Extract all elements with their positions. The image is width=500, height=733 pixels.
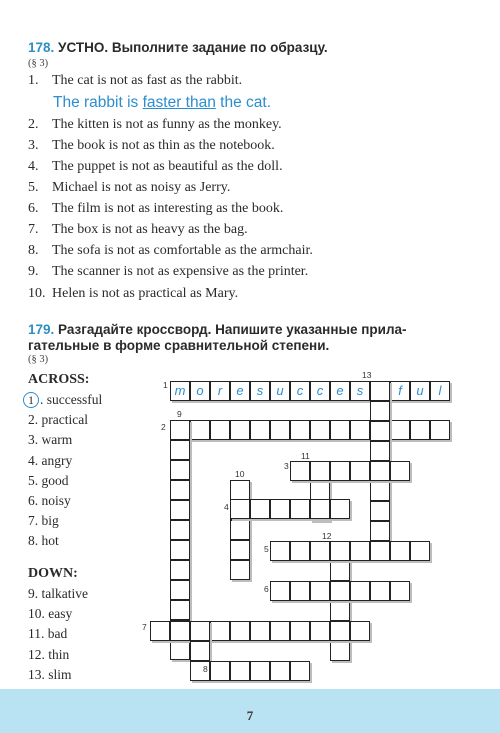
- crossword-cell: [230, 420, 250, 440]
- item-text: The book is not as thin as the notebook.: [52, 138, 275, 153]
- crossword-cell: [330, 461, 350, 481]
- crossword-cell: [370, 441, 390, 461]
- crossword-cell: [310, 481, 330, 501]
- crossword-cell: [190, 621, 210, 641]
- crossword-cell: [350, 420, 370, 440]
- crossword-cell: [170, 500, 190, 520]
- crossword-letter-cell: u: [270, 381, 290, 401]
- across-clue: [28, 430, 102, 450]
- clue-word: noisy: [41, 492, 71, 508]
- crossword-cell: [170, 520, 190, 540]
- crossword-cell: [170, 420, 190, 440]
- crossword-cell: [230, 661, 250, 681]
- crossword-cell: [330, 581, 350, 601]
- crossword-letter-cell: c: [290, 381, 310, 401]
- clue-number: 7.: [28, 513, 39, 529]
- exercise-178-title: УСТНО. Выполните задание по образцу.: [58, 40, 328, 55]
- crossword-cell: [230, 621, 250, 641]
- clue-number: 2.: [28, 412, 39, 428]
- crossword-cell: [270, 621, 290, 641]
- clue-number: 10.: [28, 606, 45, 622]
- crossword-cell: [370, 401, 390, 421]
- crossword-letter-cell: o: [190, 381, 210, 401]
- item-text: The scanner is not as expensive as the printer.: [52, 264, 309, 279]
- down-clues: [28, 566, 88, 685]
- clue-word: slim: [48, 666, 72, 682]
- crossword-cell: [290, 621, 310, 641]
- crossword-cell: [170, 560, 190, 580]
- clue-word: warm: [41, 432, 73, 448]
- clue-word: hot: [41, 533, 59, 549]
- crossword-cell: [390, 461, 410, 481]
- crossword-letter-cell: f: [390, 381, 410, 401]
- crossword-cell: [210, 661, 230, 681]
- crossword-cell: [350, 621, 370, 641]
- clue-number: 3.: [28, 432, 39, 448]
- across-clue: 1 . successful: [28, 390, 102, 410]
- exercise-178-item: [28, 201, 283, 217]
- crossword-cell: [390, 581, 410, 601]
- crossword-cell: [170, 640, 190, 660]
- crossword-cell: [330, 601, 350, 621]
- crossword-cell: [350, 541, 370, 561]
- answer-underlined: faster than: [142, 94, 216, 111]
- across-clue: [28, 491, 102, 511]
- exercise-178-answer: [53, 94, 271, 112]
- item-text: The sofa is not as comfortable as the armchair.: [52, 243, 313, 258]
- exercise-178-item: [28, 138, 275, 154]
- crossword-cell: [290, 499, 310, 519]
- crossword-cell: [330, 541, 350, 561]
- crossword-cell: [290, 541, 310, 561]
- exercise-178-item: [28, 286, 238, 302]
- crossword-letter-cell: c: [310, 381, 330, 401]
- clue-word: angry: [41, 452, 73, 468]
- crossword-cell: [330, 621, 350, 641]
- clue-number-circled: 1: [23, 392, 39, 408]
- crossword-cell: [390, 541, 410, 561]
- exercise-179-number: 179.: [28, 322, 55, 337]
- crossword-cell: [150, 621, 170, 641]
- clue-word: talkative: [41, 586, 88, 601]
- crossword-number: 3: [284, 461, 289, 471]
- crossword-cell: [250, 621, 270, 641]
- item-number: 9.: [28, 264, 39, 279]
- clue-word: successful: [46, 392, 103, 407]
- crossword-cell: [170, 580, 190, 600]
- crossword-number: 10: [235, 469, 245, 479]
- exercise-178-item: [28, 117, 282, 133]
- item-number: 4.: [28, 159, 39, 174]
- crossword-cell: [250, 499, 270, 519]
- item-number: 10.: [28, 286, 46, 301]
- exercise-179-ref: (§ 3): [28, 354, 49, 365]
- crossword-cell: [410, 541, 430, 561]
- down-clue: [28, 584, 88, 604]
- crossword-cell: [310, 420, 330, 440]
- exercise-178-item: [28, 180, 230, 196]
- crossword-number: 11: [301, 451, 310, 461]
- crossword-cell: [370, 481, 390, 501]
- clue-number: 6.: [28, 492, 39, 508]
- crossword-cell: [410, 420, 430, 440]
- exercise-178-item: [28, 243, 313, 259]
- item-text: Helen is not as practical as Mary.: [52, 286, 239, 301]
- exercise-178-item: [28, 264, 308, 280]
- crossword-cell: [230, 540, 250, 560]
- crossword-cell: [170, 440, 190, 460]
- crossword-cell: [370, 541, 390, 561]
- across-clue: [28, 410, 102, 430]
- crossword-cell: [370, 421, 390, 441]
- item-text: Michael is not as noisy as Jerry.: [52, 180, 231, 195]
- crossword-cell: [270, 499, 290, 519]
- crossword-letter-cell: r: [210, 381, 230, 401]
- crossword-cell: [350, 461, 370, 481]
- crossword-letter-cell: m: [170, 381, 190, 401]
- across-clue: [28, 531, 102, 551]
- crossword-cell: [170, 460, 190, 480]
- clue-number: 11.: [28, 626, 45, 642]
- crossword-number: 7: [142, 622, 147, 632]
- exercise-178-number: 178.: [28, 40, 55, 55]
- crossword-cell: [330, 561, 350, 581]
- crossword-cell: [210, 420, 230, 440]
- crossword-number: 13: [362, 370, 372, 380]
- crossword-cell: [330, 420, 350, 440]
- crossword-cell: [290, 661, 310, 681]
- item-number: 3.: [28, 138, 39, 153]
- crossword-cell: [290, 581, 310, 601]
- clue-word: bad: [47, 626, 68, 642]
- clue-number: 12.: [28, 646, 45, 662]
- crossword-cell: [230, 480, 250, 500]
- item-number: 2.: [28, 117, 39, 132]
- crossword-cell: [190, 641, 210, 661]
- clue-word: easy: [48, 606, 73, 622]
- clue-word: good: [41, 472, 69, 488]
- down-clue: [28, 665, 88, 685]
- crossword-cell: [170, 621, 190, 641]
- exercise-179-title-line1: Разгадайте кроссворд. Напишите указанные прила-: [58, 322, 407, 337]
- crossword-cell: [370, 521, 390, 541]
- item-number: 5.: [28, 180, 39, 195]
- item-text: The film is not as interesting as the book.: [52, 201, 284, 216]
- across-clues: [28, 372, 102, 552]
- exercise-179-heading: [28, 322, 407, 337]
- exercise-178-item: [28, 73, 242, 89]
- clue-word: practical: [41, 412, 88, 428]
- crossword-cell: [210, 621, 230, 641]
- crossword-cell: [350, 581, 370, 601]
- crossword-number: 2: [161, 422, 166, 432]
- crossword-letter-cell: e: [330, 381, 350, 401]
- item-text: The puppet is not as beautiful as the doll.: [52, 159, 283, 174]
- down-heading: DOWN:: [28, 566, 78, 581]
- crossword-letter-cell: e: [230, 381, 250, 401]
- crossword-number: 8: [203, 664, 208, 674]
- crossword-cell: [170, 480, 190, 500]
- crossword-cell: [230, 560, 250, 580]
- crossword-cell: [250, 420, 270, 440]
- crossword-cell: [370, 581, 390, 601]
- crossword-cell: [310, 581, 330, 601]
- across-clue: [28, 471, 102, 491]
- clue-number: 9.: [28, 586, 39, 601]
- crossword-cell: [250, 661, 270, 681]
- crossword-number: 1: [163, 380, 168, 390]
- crossword-number: 6: [264, 584, 269, 594]
- crossword-cell: [290, 420, 310, 440]
- answer-before: The rabbit is: [53, 94, 143, 111]
- clue-number: 8.: [28, 533, 39, 549]
- item-text: The cat is not as fast as the rabbit.: [52, 73, 243, 88]
- crossword-cell: [170, 540, 190, 560]
- crossword-cell: [370, 381, 390, 401]
- crossword-number: 4: [224, 502, 229, 512]
- crossword-cell: [330, 641, 350, 661]
- crossword-cell: [270, 661, 290, 681]
- exercise-178-item: [28, 222, 248, 238]
- crossword-cell: [330, 499, 350, 519]
- clue-word: big: [41, 513, 59, 529]
- crossword-letter-cell: l: [430, 381, 450, 401]
- crossword-letter-cell: s: [250, 381, 270, 401]
- crossword-cell: [390, 420, 410, 440]
- exercise-178-heading: [28, 40, 328, 55]
- crossword-cell: [310, 621, 330, 641]
- exercise-179-title-line2: гательные в форме сравнительной степени.: [28, 338, 330, 353]
- crossword-cell: [270, 581, 290, 601]
- crossword-cell: [270, 541, 290, 561]
- item-number: 1.: [28, 73, 39, 88]
- crossword-cell: [430, 420, 450, 440]
- crossword-cell: [270, 420, 290, 440]
- down-clue: [28, 624, 88, 644]
- crossword-cell: [290, 461, 310, 481]
- clue-number: 4.: [28, 452, 39, 468]
- clue-number: 13.: [28, 666, 45, 682]
- item-text: The box is not as heavy as the bag.: [52, 222, 248, 237]
- across-clue: [28, 451, 102, 471]
- crossword-cell: [230, 520, 250, 540]
- item-number: 8.: [28, 243, 39, 258]
- down-clue: [28, 604, 88, 624]
- across-heading: ACROSS:: [28, 372, 90, 387]
- crossword-cell: [310, 461, 330, 481]
- exercise-178-item: [28, 159, 283, 175]
- crossword-letter-cell: u: [410, 381, 430, 401]
- down-clue: [28, 645, 88, 665]
- clue-number: 5.: [28, 472, 39, 488]
- crossword-number: 9: [177, 409, 182, 419]
- crossword-cell: [370, 461, 390, 481]
- crossword-cell: [310, 541, 330, 561]
- crossword-cell: [370, 501, 390, 521]
- item-number: 6.: [28, 201, 39, 216]
- answer-after: the cat.: [215, 94, 272, 111]
- crossword-letter-cell: s: [350, 381, 370, 401]
- clue-word: thin: [48, 646, 70, 662]
- exercise-178-ref: (§ 3): [28, 58, 49, 69]
- crossword-cell: [170, 600, 190, 620]
- page-number: 7: [246, 708, 254, 723]
- crossword-number: 5: [264, 544, 269, 554]
- item-text: The kitten is not as funny as the monkey.: [52, 117, 282, 132]
- crossword-number: 12: [322, 531, 332, 541]
- crossword-cell: [190, 420, 210, 440]
- crossword-cell: [230, 499, 250, 519]
- crossword-cell: [310, 499, 330, 519]
- item-number: 7.: [28, 222, 39, 237]
- across-clue: [28, 511, 102, 531]
